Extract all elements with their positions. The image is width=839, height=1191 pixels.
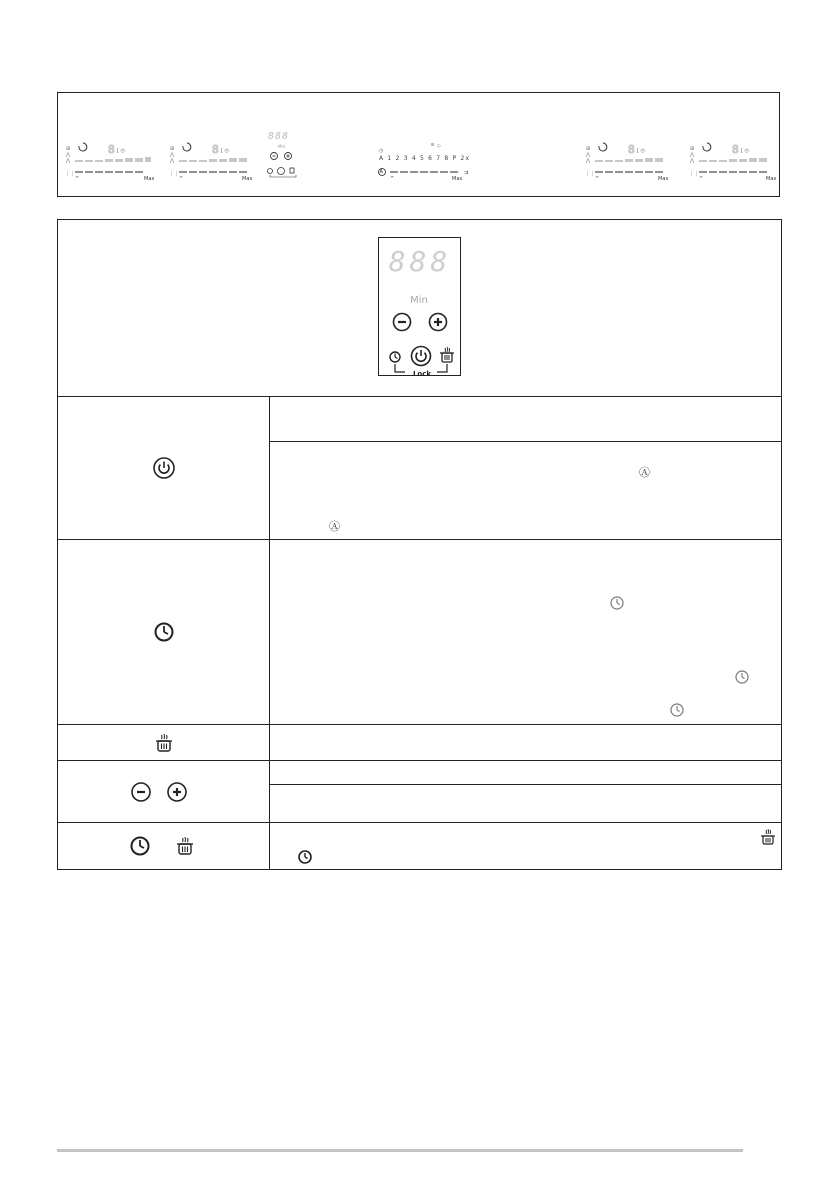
- timer-icon: [609, 595, 625, 611]
- row-lock-description: [270, 823, 781, 869]
- timer-panel-buttons: [379, 238, 462, 377]
- row-timer-description: [270, 540, 781, 724]
- hood-level-5: 5: [419, 155, 426, 162]
- zone-4-max-label: Max: [766, 176, 777, 182]
- keep-warm-icon: [154, 733, 174, 753]
- footer-rule: [57, 1149, 743, 1152]
- row-power-description: [270, 397, 781, 539]
- zone-2-max-label: Max: [242, 176, 253, 182]
- cooking-zone-control-4: [688, 137, 778, 189]
- zone-3-max-label: Max: [658, 176, 669, 182]
- svg-text:⊞: ⊞: [690, 146, 695, 152]
- svg-text:⋀: ⋀: [690, 152, 695, 158]
- hood-level-2x: 2x: [460, 155, 471, 162]
- hood-level-auto: A: [379, 155, 385, 162]
- zone-1-low-label: ^: [75, 176, 80, 182]
- minus-button[interactable]: [394, 314, 411, 331]
- timer-panel-mini: [266, 133, 300, 185]
- row-timer: [58, 540, 781, 725]
- row-minus-plus-description: [270, 761, 781, 822]
- hood-level-scale: [379, 155, 470, 162]
- timer-control-panel: [378, 237, 461, 376]
- control-panel-illustration-cell: [58, 220, 781, 397]
- hob-overview-panel: [57, 92, 780, 197]
- minus-icon: [132, 783, 150, 801]
- timer-icon: [669, 702, 685, 718]
- timer-unit-label: Min: [410, 295, 428, 306]
- row-keep-warm: [58, 725, 781, 761]
- svg-text:⋮⋮: ⋮⋮: [169, 171, 179, 177]
- row-minus-plus-sub-1: [270, 761, 781, 785]
- svg-text:8: 8: [212, 143, 219, 156]
- timer-display: 888: [388, 245, 452, 278]
- hood-low-label: ^: [390, 176, 395, 182]
- svg-text:⊞: ⊞: [586, 146, 591, 152]
- svg-text:⇉: ⇉: [464, 170, 469, 176]
- svg-text:⋮⋮: ⋮⋮: [65, 171, 75, 177]
- hood-max-label: Max: [452, 176, 463, 182]
- svg-text:⋀: ⋀: [690, 158, 695, 164]
- hood-level-2: 2: [395, 155, 401, 162]
- hood-auto-symbol: A: [379, 169, 383, 175]
- zone-3-low-label: ^: [595, 176, 600, 182]
- svg-text:8: 8: [628, 143, 635, 156]
- svg-text:⋀: ⋀: [586, 158, 591, 164]
- row-lock: [58, 823, 781, 869]
- row-keep-warm-description: [270, 725, 781, 760]
- row-timer-icon-cell: [58, 540, 270, 724]
- hood-level-8: 8: [444, 155, 450, 162]
- timer-panel-mini-digits: 888: [268, 131, 290, 142]
- svg-text:8: 8: [732, 143, 739, 156]
- cooking-zone-control-3: [584, 137, 674, 189]
- svg-text:8: 8: [108, 143, 115, 156]
- svg-text:⋀: ⋀: [66, 152, 71, 158]
- keep-warm-icon: [177, 837, 193, 854]
- keep-warm-button[interactable]: [440, 347, 454, 362]
- minus-plus-icons: [129, 780, 199, 804]
- svg-text:⋮⋮: ⋮⋮: [585, 171, 595, 177]
- hood-level-power: P: [452, 155, 458, 162]
- timer-icon: [153, 621, 175, 643]
- timer-button[interactable]: [390, 352, 400, 362]
- svg-text:[ ◷: [ ◷: [741, 148, 749, 154]
- svg-text:⊞: ⊞: [170, 146, 175, 152]
- zone-4-low-label: ^: [699, 176, 704, 182]
- plus-icon: [168, 783, 186, 801]
- power-button[interactable]: [412, 347, 431, 366]
- plus-button[interactable]: [430, 314, 447, 331]
- row-power: [58, 397, 781, 540]
- row-minus-plus-sub-2: [270, 785, 781, 822]
- svg-text:[ ◷: [ ◷: [637, 148, 645, 154]
- hood-level-1: 1: [387, 155, 393, 162]
- row-power-sub-2: [270, 442, 781, 539]
- controls-table: [57, 219, 782, 870]
- lock-combination-icons: [129, 834, 199, 858]
- row-power-icon-cell: [58, 397, 270, 539]
- auto-symbol: Ⓐ: [329, 520, 340, 533]
- timer-icon: [734, 669, 750, 685]
- power-icon: [152, 456, 176, 480]
- timer-icon: [131, 838, 148, 855]
- timer-panel-mini-graphic: [266, 133, 300, 185]
- hood-level-6: 6: [428, 155, 434, 162]
- row-minus-plus: [58, 761, 781, 823]
- auto-symbol: Ⓐ: [639, 466, 650, 479]
- svg-text:[ ◷: [ ◷: [221, 148, 229, 154]
- timer-icon: [297, 849, 313, 865]
- svg-text:◇: ◇: [437, 143, 441, 149]
- svg-text:⊞: ⊞: [66, 146, 71, 152]
- row-keep-warm-icon-cell: [58, 725, 270, 760]
- svg-text:⋀: ⋀: [170, 152, 175, 158]
- svg-text:⋮⋮: ⋮⋮: [689, 171, 699, 177]
- zone-1-max-label: Max: [144, 176, 155, 182]
- svg-text:⋀: ⋀: [586, 152, 591, 158]
- svg-text:⋀: ⋀: [170, 158, 175, 164]
- hood-level-4: 4: [411, 155, 417, 162]
- svg-text:[ ◷: [ ◷: [117, 148, 125, 154]
- hood-control-mini: [376, 137, 486, 189]
- timer-panel-mini-min-label: Min: [278, 144, 286, 149]
- row-lock-icon-cell: [58, 823, 270, 869]
- row-minus-plus-icon-cell: [58, 761, 270, 822]
- hood-level-3: 3: [403, 155, 409, 162]
- svg-text:⋀: ⋀: [66, 158, 71, 164]
- hood-level-7: 7: [436, 155, 442, 162]
- lock-label: Lock: [412, 370, 432, 378]
- zone-2-low-label: ^: [179, 176, 184, 182]
- cooking-zone-control-1: [64, 137, 154, 189]
- keep-warm-icon: [760, 828, 776, 846]
- svg-text:◷: ◷: [379, 148, 384, 154]
- row-power-sub-1: [270, 397, 781, 442]
- cooking-zone-control-2: [168, 137, 258, 189]
